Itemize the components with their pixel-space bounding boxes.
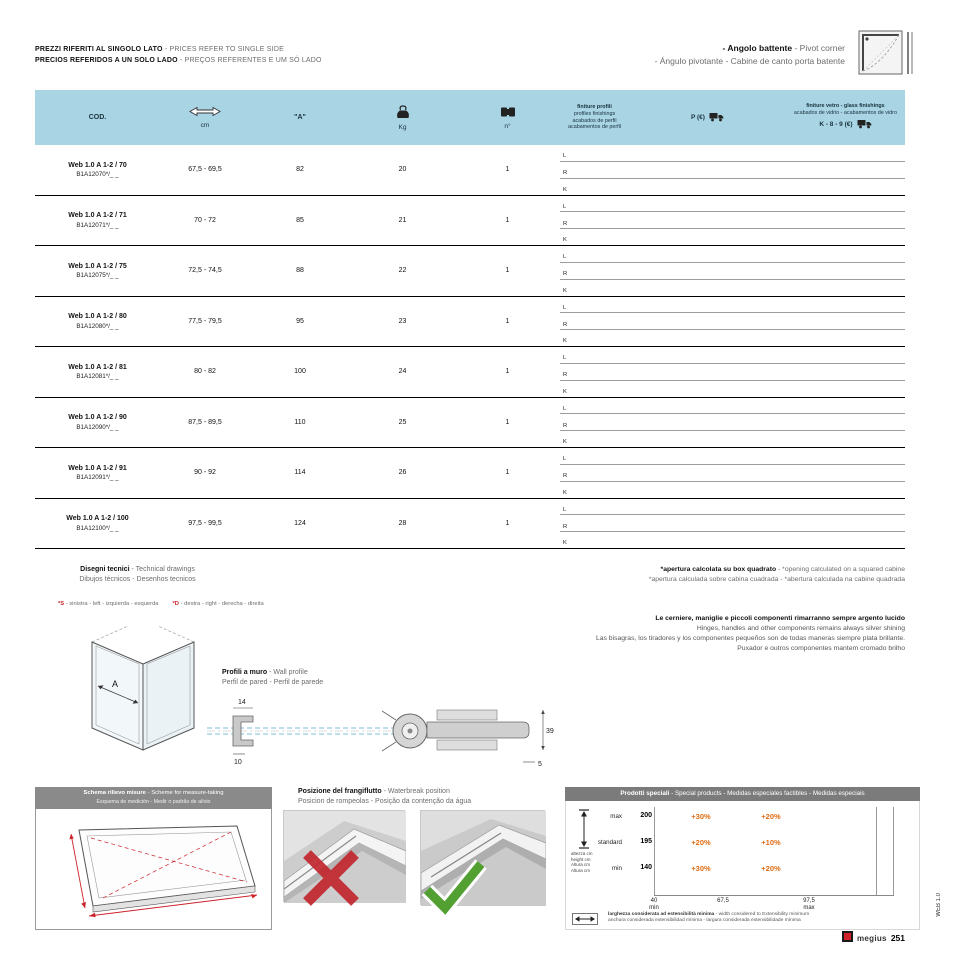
product-row: [35, 499, 905, 550]
hinges-count-cell: 1: [505, 317, 510, 325]
technical-drawings-heading: [35, 565, 240, 585]
product-row: [35, 246, 905, 297]
product-row: [35, 448, 905, 499]
price-line-row: [560, 196, 905, 213]
weight-cell: 20: [398, 166, 407, 174]
p-price-label: P (€): [690, 114, 705, 121]
product-order-code: B1A12075*/_ _: [76, 272, 119, 279]
opening-note: [649, 565, 905, 585]
width-range-cell: 77,5 - 79,5: [188, 317, 222, 325]
pivot-corner-icon: [858, 30, 914, 81]
profili-label-en: profiles finishings: [573, 110, 616, 117]
brand-name: megius: [857, 933, 887, 943]
measure-scheme-header: [35, 787, 272, 809]
truck-icon: [709, 112, 724, 124]
a-dimension-cell: 95: [296, 317, 304, 325]
hinges-count-cell: 1: [505, 418, 510, 426]
height-label-pt: Altura cm: [571, 868, 591, 874]
width-range-cell: 67,5 - 69,5: [188, 166, 222, 174]
finish-letter: R: [563, 523, 568, 530]
price-line-row: [560, 263, 905, 280]
finish-price-rows: [560, 347, 905, 397]
price-note-line1: [35, 45, 322, 56]
axis-value: 97,5: [803, 898, 815, 904]
finishes-header: [560, 90, 905, 145]
product-order-code: B1A12100*/_ _: [76, 524, 119, 532]
axis-value: 40: [650, 898, 658, 904]
cm-label: cm: [200, 122, 210, 129]
dim-39-label: 39: [546, 728, 554, 735]
product-model: Web 1.0 A 1-2 / 81: [68, 363, 127, 371]
k-price-label: K - 8 - 9 (€): [819, 121, 853, 129]
surcharge-cell: +20%: [761, 864, 781, 873]
profile-finishes-labels: [568, 104, 621, 131]
price-line-row: [560, 313, 905, 330]
finish-letter: K: [563, 489, 567, 496]
grid-line: [893, 807, 894, 895]
finish-letter: K: [563, 388, 567, 395]
legend-s: *S: [58, 601, 65, 607]
price-table: [35, 90, 905, 549]
measure-scheme-panel: [35, 787, 272, 930]
hinges-note-it: Le cerniere, maniglie e piccoli componenti rimarranno sempre argento lucido: [655, 615, 905, 622]
hinges-count-cell: 1: [505, 519, 510, 527]
height-row-value: 195: [640, 838, 652, 845]
hinges-count-cell: 1: [505, 368, 510, 376]
product-order-code: B1A12080*/_ _: [76, 322, 119, 330]
axis-caption: min: [649, 905, 659, 911]
vetro-label-2: acabados de vidrio - acabamentos de vidro: [793, 109, 897, 116]
product-title-bold: - Angolo battente: [722, 43, 793, 53]
finish-letter: K: [563, 287, 567, 294]
finish-letter: L: [563, 153, 567, 160]
finish-letter: L: [563, 304, 567, 311]
measure-scheme-title: [35, 789, 272, 798]
price-line-row: [560, 414, 905, 431]
n-label: n°: [504, 122, 511, 130]
weight-icon: [395, 105, 411, 121]
price-line-row: [560, 330, 905, 346]
special-products-title-bold: Prodotti speciali: [620, 790, 670, 797]
table-header: [35, 90, 905, 145]
width-axis-line: [654, 895, 894, 896]
waterbreak-heading: [298, 787, 471, 807]
product-cell: [35, 448, 160, 498]
opening-note-bold: *apertura calcolata su box quadrato: [660, 566, 777, 573]
product-type-title: [655, 42, 845, 67]
finish-price-rows: [560, 448, 905, 498]
weight-cell: 22: [398, 267, 407, 275]
truck-icon: [857, 119, 872, 132]
width-range-cell: 80 - 82: [194, 368, 216, 376]
height-label-it: altezza cm: [571, 851, 593, 856]
height-row-label: min: [612, 865, 622, 872]
finish-price-rows: [560, 398, 905, 448]
waterbreak-subtitle: Posicion de rompeolas - Posição da contenção da água: [298, 798, 472, 805]
wall-profile-rest: - Wall profile: [267, 669, 308, 676]
grid-line: [654, 807, 655, 895]
measure-scheme-title-bold: Schema rilievo misure: [83, 790, 146, 796]
weight-cell: 21: [398, 216, 407, 224]
weight-cell: 25: [398, 418, 407, 426]
legend-d: *D: [172, 601, 179, 607]
corner-technical-drawing: [78, 612, 208, 759]
finish-letter: L: [563, 405, 567, 412]
product-order-code: B1A12081*/_ _: [76, 373, 119, 380]
page-number: 251: [890, 933, 905, 943]
price-line-row: [560, 431, 905, 447]
a-dimension-cell: 124: [294, 519, 306, 527]
product-title-line2: - Ángulo pivotante - Cabine de canto porta batente: [654, 55, 845, 66]
axis-caption: max: [803, 905, 815, 911]
finish-letter: R: [563, 422, 568, 429]
waterbreak-title: [298, 787, 471, 797]
product-model: Web 1.0 A 1-2 / 80: [68, 313, 127, 320]
height-label-en: height cm: [571, 856, 591, 862]
product-model: Web 1.0 A 1-2 / 91: [68, 464, 127, 472]
a-dimension-cell: 110: [294, 418, 306, 426]
width-range-cell: 87,5 - 89,5: [188, 418, 222, 426]
glass-finishes-labels: [794, 103, 897, 132]
finish-letter: K: [563, 540, 567, 547]
hinges-count-cell: 1: [505, 469, 510, 477]
price-note-line1-rest: - PRICES REFER TO SINGLE SIDE: [162, 46, 284, 53]
a-label: "A": [294, 114, 306, 121]
a-dimension-cell: 82: [296, 166, 304, 174]
price-line-row: [560, 398, 905, 415]
price-reference-note: [35, 45, 322, 66]
height-row-value: 200: [640, 812, 652, 819]
dimension-a-label: A: [112, 679, 119, 689]
hinge-icon: [500, 106, 516, 120]
page-footer: [842, 929, 905, 947]
finish-price-rows: [560, 246, 905, 296]
weight-cell: 23: [398, 317, 407, 325]
price-line-row: [560, 145, 905, 162]
product-model: Web 1.0 A 1-2 / 100: [66, 515, 129, 522]
profili-label-pt: acabamentos de perfil: [568, 124, 622, 131]
measure-scheme-title-rest: - Scheme for measure-taking: [145, 790, 224, 796]
product-model: Web 1.0 A 1-2 / 71: [68, 212, 127, 219]
product-cell: [35, 297, 160, 347]
product-cell: [35, 145, 160, 195]
price-line-row: [560, 465, 905, 482]
product-model: Web 1.0 A 1-2 / 90: [68, 414, 127, 421]
finish-letter: R: [563, 271, 568, 278]
waterbreak-title-rest: - Waterbreak position: [381, 788, 450, 795]
axis-value: 67,5: [717, 898, 729, 904]
finish-letter: R: [563, 321, 568, 328]
cod-label: COD.: [88, 114, 107, 121]
width-axis-max: [787, 898, 831, 912]
series-side-label: WEB 1.0: [936, 893, 942, 917]
surcharge-cell: +30%: [691, 812, 711, 821]
finish-price-rows: [560, 297, 905, 347]
width-range-cell: 72,5 - 74,5: [188, 267, 222, 275]
width-arrows-icon: [189, 106, 221, 119]
product-model: Web 1.0 A 1-2 / 75: [68, 262, 127, 270]
price-line-row: [560, 246, 905, 263]
product-title-line1: [655, 42, 845, 55]
width-range-cell: 70 - 72: [194, 216, 216, 224]
kg-label: Kg: [398, 123, 407, 131]
price-line-row: [560, 364, 905, 381]
finish-letter: R: [563, 473, 568, 480]
hinges-count-cell: 1: [505, 267, 510, 275]
product-row: [35, 297, 905, 348]
hinges-note-en: Hinges, handles and other components remains always silver shining: [696, 625, 905, 632]
price-line-row: [560, 212, 905, 229]
height-row-label: max: [610, 813, 622, 820]
product-cell: [35, 347, 160, 397]
col-header-weight: [350, 90, 455, 145]
finish-price-rows: [560, 145, 905, 195]
wall-profile-heading: [222, 668, 323, 688]
price-note-line2: [35, 56, 322, 67]
product-cell: [35, 196, 160, 246]
surcharge-cell: +20%: [761, 812, 781, 821]
width-note: [608, 912, 809, 925]
price-line-row: [560, 229, 905, 245]
finish-letter: K: [563, 338, 567, 345]
wall-profile-drawing: [205, 686, 555, 783]
finish-price-rows: [560, 499, 905, 549]
surcharge-cell: +10%: [761, 838, 781, 847]
finish-price-rows: [560, 196, 905, 246]
price-line-row: [560, 280, 905, 296]
drawings-heading-bold: Disegni tecnici: [80, 566, 130, 573]
surcharge-cell: +30%: [691, 864, 711, 873]
wrong-x-icon: [296, 843, 366, 918]
product-row: [35, 347, 905, 398]
price-line-row: [560, 162, 905, 179]
height-label-es: Altura cm: [571, 862, 591, 868]
product-row: [35, 398, 905, 449]
price-line-row: [560, 297, 905, 314]
product-row: [35, 145, 905, 196]
a-dimension-cell: 85: [296, 216, 304, 224]
drawings-heading-rest: - Technical drawings: [129, 566, 195, 573]
grid-line: [876, 807, 877, 895]
height-row-label: standard: [597, 839, 622, 846]
a-dimension-cell: 88: [296, 267, 304, 275]
finish-letter: K: [563, 186, 567, 193]
price-line-row: [560, 482, 905, 498]
product-order-code: B1A12090*/_ _: [76, 423, 119, 431]
finish-letter: R: [563, 170, 568, 177]
width-note-bold: larghezza considerata ad estensibilità minima: [608, 912, 715, 917]
price-note-line2-rest: - PREÇOS REFERENTES E UM SÓ LADO: [177, 56, 322, 64]
opening-note-line1: [649, 565, 905, 575]
finish-letter: R: [563, 372, 568, 379]
hinges-count-cell: 1: [505, 216, 510, 224]
product-row: [35, 196, 905, 247]
width-range-cell: 90 - 92: [194, 469, 216, 477]
profili-label-it: finiture profili: [577, 103, 612, 110]
price-line-row: [560, 515, 905, 532]
width-range-cell: 97,5 - 99,5: [188, 519, 222, 527]
a-dimension-cell: 114: [294, 469, 306, 477]
price-line-row: [560, 179, 905, 195]
product-cell: [35, 246, 160, 296]
hinges-count-cell: 1: [505, 166, 510, 174]
finish-letter: L: [563, 456, 567, 463]
finish-letter: L: [563, 355, 567, 362]
special-products-panel: [565, 787, 920, 930]
drawings-heading-line2: Dibujos técnicos - Desenhos tecnicos: [79, 576, 196, 583]
opening-note-rest: - *opening calculated on a squared cabine: [776, 566, 905, 573]
product-cell: [35, 499, 160, 549]
width-axis-min: [632, 898, 676, 912]
special-products-title-rest: - Special products - Medidas especiales factibles - Medidas especiais: [669, 790, 865, 797]
product-order-code: B1A12070*/_ _: [76, 171, 119, 178]
height-row-value: 140: [640, 864, 652, 871]
width-note-line2: anchura considerada extensibilidad mínima - largura considerada extensibilidade mínima: [608, 918, 801, 924]
weight-cell: 28: [398, 519, 407, 527]
price-line-row: [560, 381, 905, 397]
waterbreak-title-bold: Posizione del frangiflutto: [298, 788, 382, 795]
measure-scheme-drawing: [35, 809, 272, 930]
finish-letter: K: [563, 237, 567, 244]
finish-letter: R: [563, 220, 568, 227]
product-model: Web 1.0 A 1-2 / 70: [68, 161, 127, 169]
weight-cell: 24: [398, 368, 407, 376]
correct-check-icon: [418, 856, 490, 923]
vetro-label-1: finiture vetro - glass finishings: [806, 102, 885, 109]
dim-5-label: 5: [538, 761, 542, 768]
weight-cell: 26: [398, 469, 407, 477]
col-header-cod: [35, 90, 160, 145]
price-line-row: [560, 347, 905, 364]
width-note-rest: - width considered to Extensibility minimum: [714, 912, 810, 917]
profili-label-es: acabados de perfil: [572, 117, 617, 124]
table-body: [35, 145, 905, 549]
col-header-hinges: [455, 90, 560, 145]
wall-profile-line1: [222, 668, 323, 678]
finish-letter: L: [563, 506, 567, 513]
finish-letter: L: [563, 254, 567, 261]
width-axis-mid: [701, 898, 745, 905]
col-header-a: [250, 90, 350, 145]
col-header-width: [160, 90, 250, 145]
wall-profile-line2: Perfil de pared - Perfil de parede: [222, 679, 324, 686]
megius-logo-icon: [842, 929, 853, 947]
a-dimension-cell: 100: [294, 368, 306, 376]
product-order-code: B1A12091*/_ _: [76, 474, 119, 481]
hinges-note-pt: Puxador e outros componentes mantem cromado brilho: [737, 645, 905, 652]
finish-letter: L: [563, 203, 567, 210]
hinges-note-es: Las bisagras, los tiradores y los componentes pequeños son de todas maneras siempre plata brillante.: [595, 635, 905, 642]
left-right-legend: [58, 601, 264, 607]
price-line-row: [560, 499, 905, 516]
product-order-code: B1A12071*/_ _: [76, 221, 119, 229]
measure-scheme-subtitle: Esquema de medición - Medir o padrão de alívio: [96, 798, 211, 805]
special-products-header: [565, 787, 920, 801]
price-line-row: [560, 448, 905, 465]
price-note-line1-bold: PREZZI RIFERITI AL SINGOLO LATO: [35, 46, 163, 53]
dim-14-label: 14: [238, 699, 246, 706]
profile-price-header: [691, 112, 724, 124]
product-cell: [35, 398, 160, 448]
width-arrow-icon: [572, 912, 598, 930]
drawings-heading-line1: [35, 565, 240, 575]
glass-price-header: [794, 119, 897, 132]
legend-s-text: - sinistra - left - izquierda - esquerda: [64, 601, 159, 607]
product-title-rest: - Pivot corner: [792, 43, 845, 53]
special-products-body: [565, 801, 920, 930]
wall-profile-bold: Profili a muro: [222, 669, 268, 676]
finish-letter: K: [563, 439, 567, 446]
hinges-note: [596, 614, 905, 654]
legend-d-text: - destra - right - derecha - direita: [178, 601, 264, 607]
price-note-line2-bold: PRECIOS REFERIDOS A UN SOLO LADO: [35, 56, 178, 64]
surcharge-cell: +20%: [691, 838, 711, 847]
opening-note-line2: *apertura calculada sobre cabina cuadrada - *abertura calculada na cabine quadrada: [648, 575, 905, 583]
price-line-row: [560, 532, 905, 548]
dim-10-label: 10: [234, 759, 242, 766]
